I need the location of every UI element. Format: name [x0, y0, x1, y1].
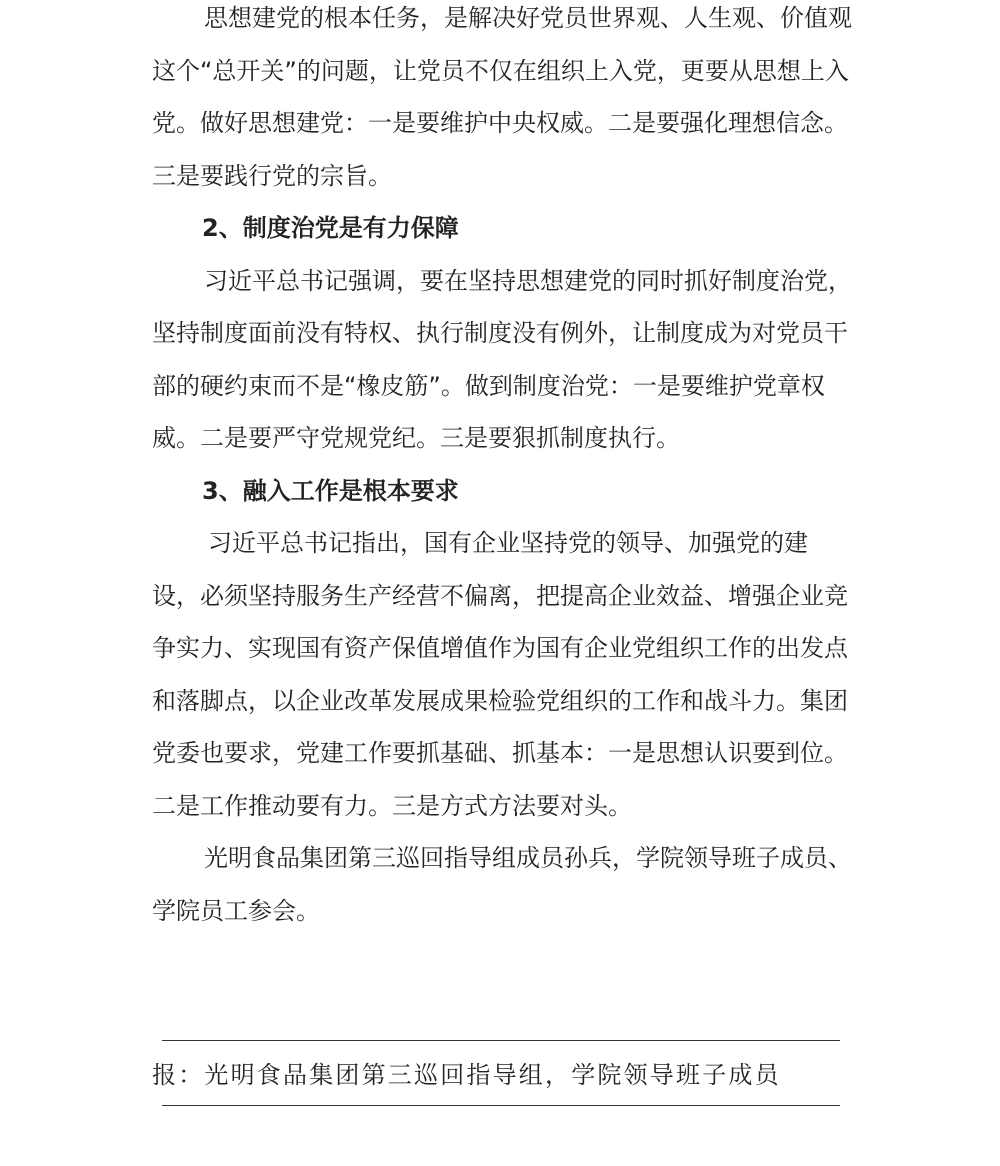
- paragraph-ideological-party-building: 思想建党的根本任务，是解决好党员世界观、人生观、价值观这个“总开关”的问题，让党员不仅在组织上入党，更要从思想上入党。做好思想建党：一是要维护中央权威。二是要强化理想信念。三是要践行党的宗旨。: [152, 4, 852, 190]
- paragraph-integration-with-work: 习近平总书记指出，国有企业坚持党的领导、加强党的建设，必须坚持服务生产经营不偏离，把提高企业效益、增强企业竞争实力、实现国有资产保值增值作为国有企业党组织工作的出发点和落脚点，以企业改革发展成果检验党组织的工作和战斗力。集团党委也要求，党建工作要抓基础、抓基本：一是思想认识要到位。二是工作推动要有力。三是方式方法要对头。: [152, 529, 848, 820]
- document-body: [152, 0, 852, 937]
- section-heading-2: 2、制度治党是有力保障: [202, 214, 459, 242]
- paragraph-attendees: 光明食品集团第三巡回指导组成员孙兵，学院领导班子成员、学院员工参会。: [152, 844, 852, 925]
- footer-top-rule: [162, 1040, 840, 1041]
- paragraph-institutional-governance: 习近平总书记强调，要在坚持思想建党的同时抓好制度治党，坚持制度面前没有特权、执行制度没有例外，让制度成为对党员干部的硬约束而不是“橡皮筋”。做到制度治党：一是要维护党章权威。二是要严守党规党纪。三是要狠抓制度执行。: [152, 266, 852, 452]
- section-heading-3: 3、融入工作是根本要求: [202, 476, 459, 505]
- report-to-line: 报：光明食品集团第三巡回指导组，学院领导班子成员: [152, 1061, 781, 1089]
- footer-bottom-rule: [162, 1105, 840, 1106]
